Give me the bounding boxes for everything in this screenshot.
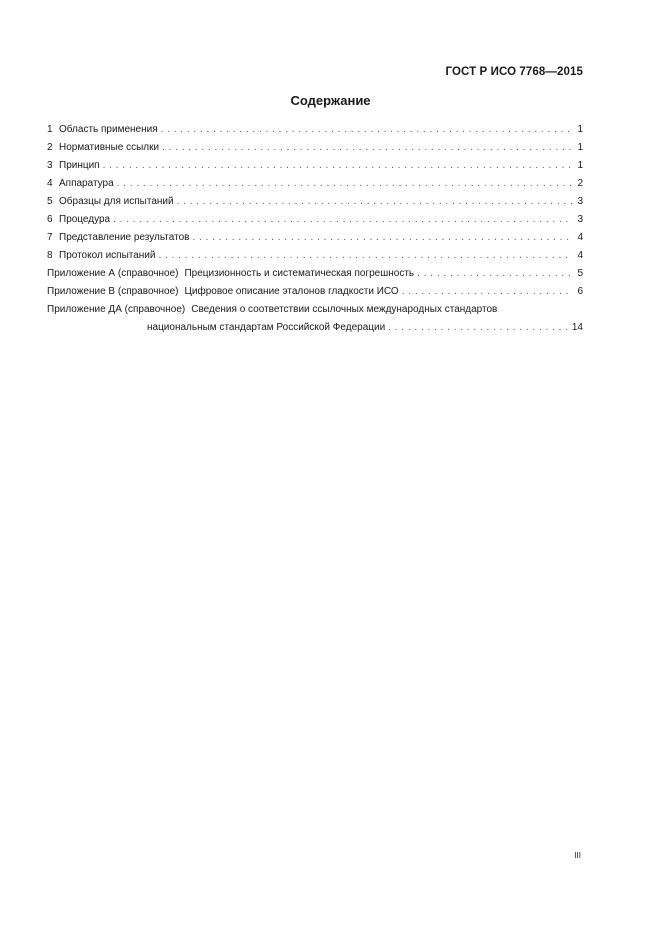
annex-prefix: Приложение ДА (справочное)	[47, 304, 186, 315]
toc-entry-label: Представление результатов	[59, 232, 190, 243]
annex-prefix: Приложение А (справочное)	[47, 268, 179, 279]
dot-leader	[161, 121, 572, 139]
dot-leader	[417, 265, 572, 283]
document-code: ГОСТ Р ИСО 7768—2015	[445, 66, 583, 78]
toc-entry-number: 7	[47, 232, 53, 243]
dot-leader	[158, 247, 572, 265]
toc-entry-page: 1	[577, 124, 583, 135]
dot-leader	[103, 157, 572, 175]
toc-entry-page: 1	[577, 160, 583, 171]
toc-annex-entry[interactable]	[47, 265, 583, 283]
dot-leader	[162, 139, 572, 157]
annex-label: Сведения о соответствии ссылочных международных стандартов	[191, 304, 498, 315]
toc-title: Содержание	[290, 93, 371, 108]
toc-entry-label: Образцы для испытаний	[59, 196, 174, 207]
toc-entry-number: 4	[47, 178, 53, 189]
toc-entry-number: 3	[47, 160, 53, 171]
toc-entry-page: 2	[577, 178, 583, 189]
toc-entry-label: Принцип	[59, 160, 100, 171]
toc-entry-number: 8	[47, 250, 53, 261]
toc-entry-label: Нормативные ссылки	[59, 142, 160, 153]
annex-label: Прецизионность и систематическая погрешность	[184, 268, 415, 279]
dot-leader	[117, 175, 572, 193]
annex-page: 5	[577, 268, 583, 279]
toc-entry-number: 5	[47, 196, 53, 207]
toc-annex-entry[interactable]	[47, 283, 583, 301]
toc-entry-page: 3	[577, 214, 583, 225]
toc-entry-label: Процедура	[59, 214, 111, 225]
dot-leader	[192, 229, 572, 247]
toc-entry[interactable]	[47, 157, 583, 175]
toc-entry-page: 3	[577, 196, 583, 207]
toc-entry[interactable]	[47, 175, 583, 193]
toc-entry-number: 6	[47, 214, 53, 225]
toc-entry-number: 1	[47, 124, 53, 135]
toc-entry-label: Область применения	[59, 124, 158, 135]
toc-entry[interactable]	[47, 121, 583, 139]
toc-entry[interactable]	[47, 211, 583, 229]
annex-label-continuation: национальным стандартам Российской Федерации	[147, 322, 386, 333]
annex-page: 14	[571, 322, 583, 333]
table-of-contents	[47, 121, 583, 337]
toc-entry[interactable]	[47, 229, 583, 247]
dot-leader	[113, 211, 572, 229]
toc-entry-label: Аппаратура	[59, 178, 114, 189]
annex-label: Цифровое описание эталонов гладкости ИСО	[184, 286, 399, 297]
toc-entry[interactable]	[47, 139, 583, 157]
toc-annex-entry-continuation[interactable]	[47, 319, 583, 337]
toc-entry-number: 2	[47, 142, 53, 153]
annex-page: 6	[577, 286, 583, 297]
dot-leader	[388, 319, 569, 337]
toc-entry[interactable]	[47, 247, 583, 265]
dot-leader	[402, 283, 572, 301]
toc-entry-page: 4	[577, 232, 583, 243]
toc-entry-label: Протокол испытаний	[59, 250, 156, 261]
page-number: III	[574, 851, 581, 860]
toc-entry-page: 4	[577, 250, 583, 261]
annex-prefix: Приложение В (справочное)	[47, 286, 179, 297]
toc-annex-entry[interactable]	[47, 301, 583, 319]
dot-leader	[177, 193, 572, 211]
toc-entry-page: 1	[577, 142, 583, 153]
toc-entry[interactable]	[47, 193, 583, 211]
